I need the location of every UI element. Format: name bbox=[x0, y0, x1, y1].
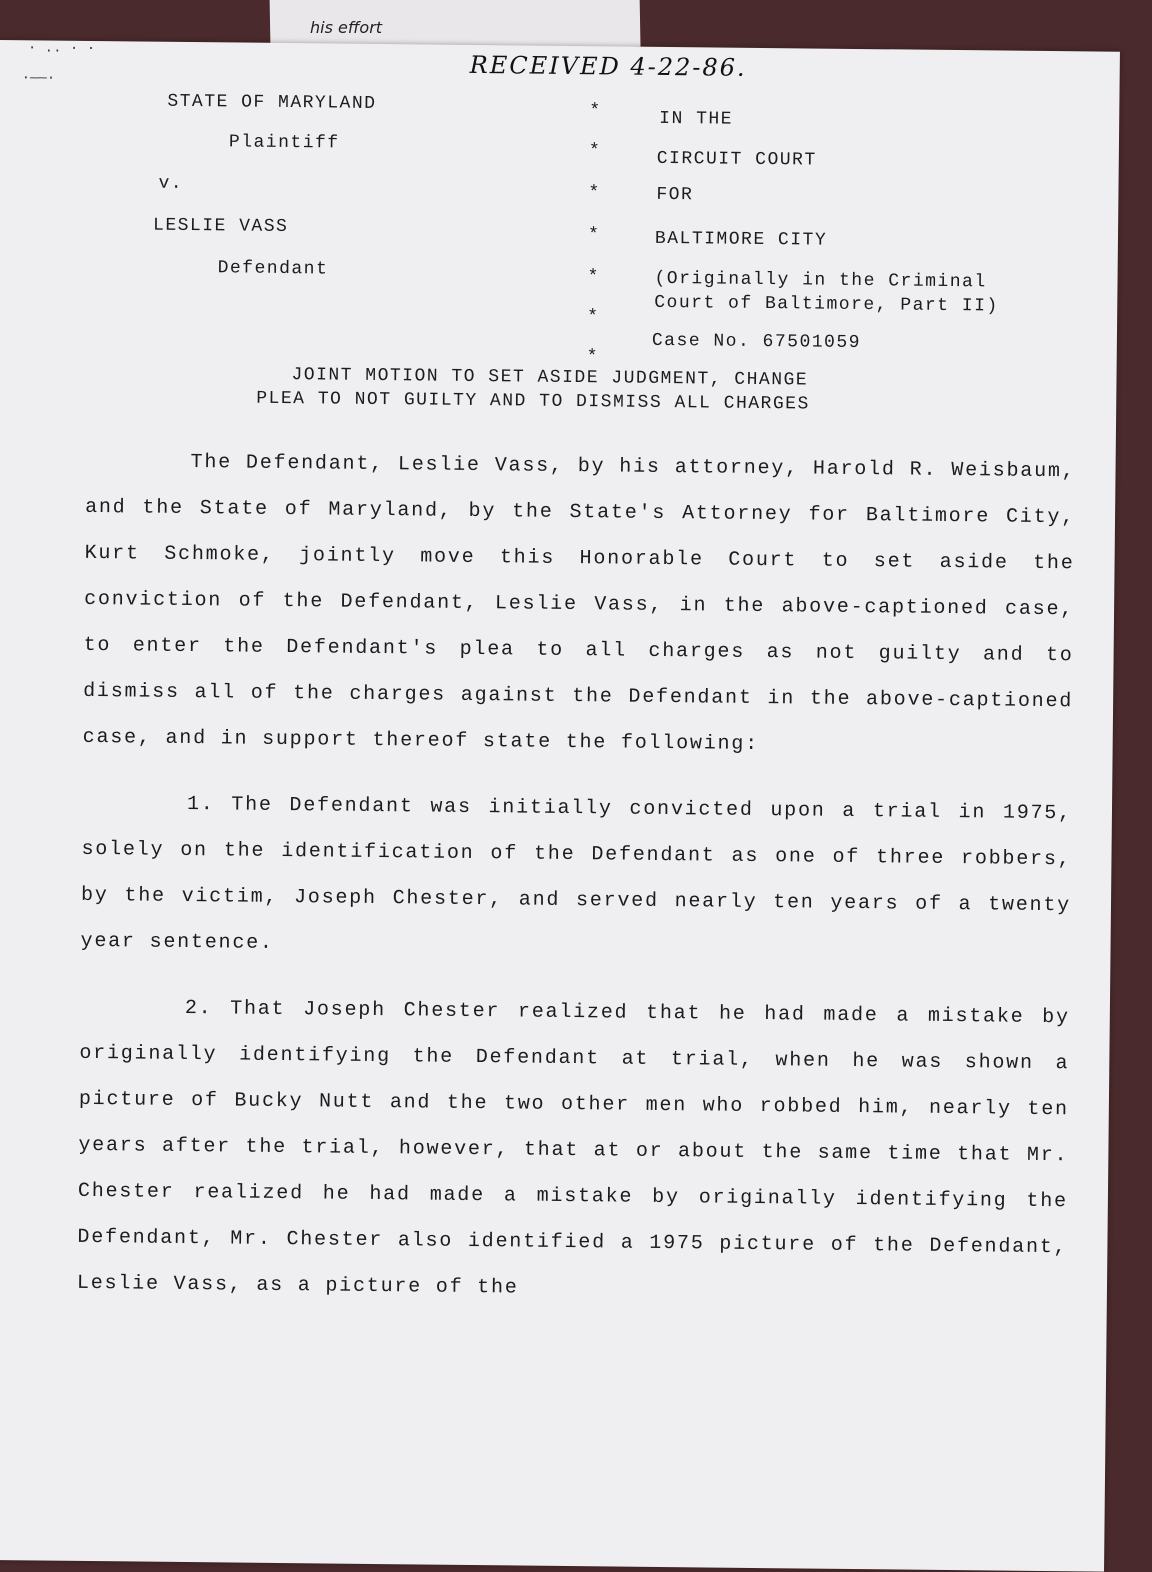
caption-in-the: IN THE bbox=[659, 108, 734, 130]
caption-case-number: Case No. 67501059 bbox=[651, 330, 862, 354]
underlying-page-text: his effort bbox=[310, 18, 383, 37]
caption-state: STATE OF MARYLAND bbox=[167, 91, 377, 114]
star: * bbox=[587, 225, 601, 246]
intro-paragraph: The Defendant, Leslie Vass, by his attorney, Harold R. Weisbaum, and the State of Maryland, by the State's Attorney for Baltimore City, Kurt Schmoke, jointly move this Honorable Court to set aside the conviction of the Defendant, Leslie Vass, in the above-captioned case, to enter the Defendant's plea to all charges as not guilty and to dismiss all of the charges against the Defendant in the above-captioned case, and in support thereof state the following: bbox=[82, 451, 1076, 756]
motion-title-line-1: JOINT MOTION TO SET ASIDE JUDGMENT, CHANGE bbox=[291, 365, 809, 391]
motion-title-line-2: PLEA TO NOT GUILTY AND TO DISMISS ALL CHARGES bbox=[256, 388, 810, 415]
margin-scribble: ·——· bbox=[21, 70, 56, 87]
star: * bbox=[587, 307, 600, 328]
numbered-paragraph-2: 2. That Joseph Chester realized that he had made a mistake by originally identifying the Defendant at trial, when he was shown a picture of Bucky Nutt and the two other men who robbed him, nearly ten years after the trial, however, that at or about the same time that Mr. Chester realized he had made a mistake by originally identifying the Defendant, Mr. Chester also identified a 1975 picture of the Defendant, Leslie Vass, as a picture of the bbox=[76, 996, 1070, 1300]
caption-for: FOR bbox=[656, 184, 694, 206]
caption-baltimore-city: BALTIMORE CITY bbox=[654, 228, 828, 251]
received-stamp-note: RECEIVED 4-22-86. bbox=[469, 50, 747, 82]
star: * bbox=[588, 183, 601, 204]
margin-scribble: · .. · · bbox=[27, 40, 96, 57]
caption-versus: v. bbox=[158, 173, 184, 194]
star: * bbox=[586, 347, 600, 368]
motion-body bbox=[77, 439, 1076, 1325]
caption-original-court-1: (Originally in the Criminal bbox=[654, 268, 987, 293]
caption-circuit-court: CIRCUIT COURT bbox=[656, 148, 817, 171]
document-page bbox=[0, 40, 1120, 1572]
caption-original-court-2: Court of Baltimore, Part II) bbox=[654, 292, 999, 317]
star: * bbox=[588, 141, 602, 162]
caption-plaintiff: Plaintiff bbox=[228, 132, 340, 154]
star: * bbox=[587, 267, 600, 288]
caption-defendant: Defendant bbox=[217, 258, 329, 280]
star: * bbox=[589, 101, 602, 122]
numbered-paragraph-1: 1. The Defendant was initially convicted upon a trial in 1975, solely on the identification of the Defendant as one of three robbers, by the victim, Joseph Chester, and served nearly ten years of a twenty year sentence. bbox=[80, 793, 1073, 955]
caption-defendant-name: LESLIE VASS bbox=[152, 215, 289, 238]
